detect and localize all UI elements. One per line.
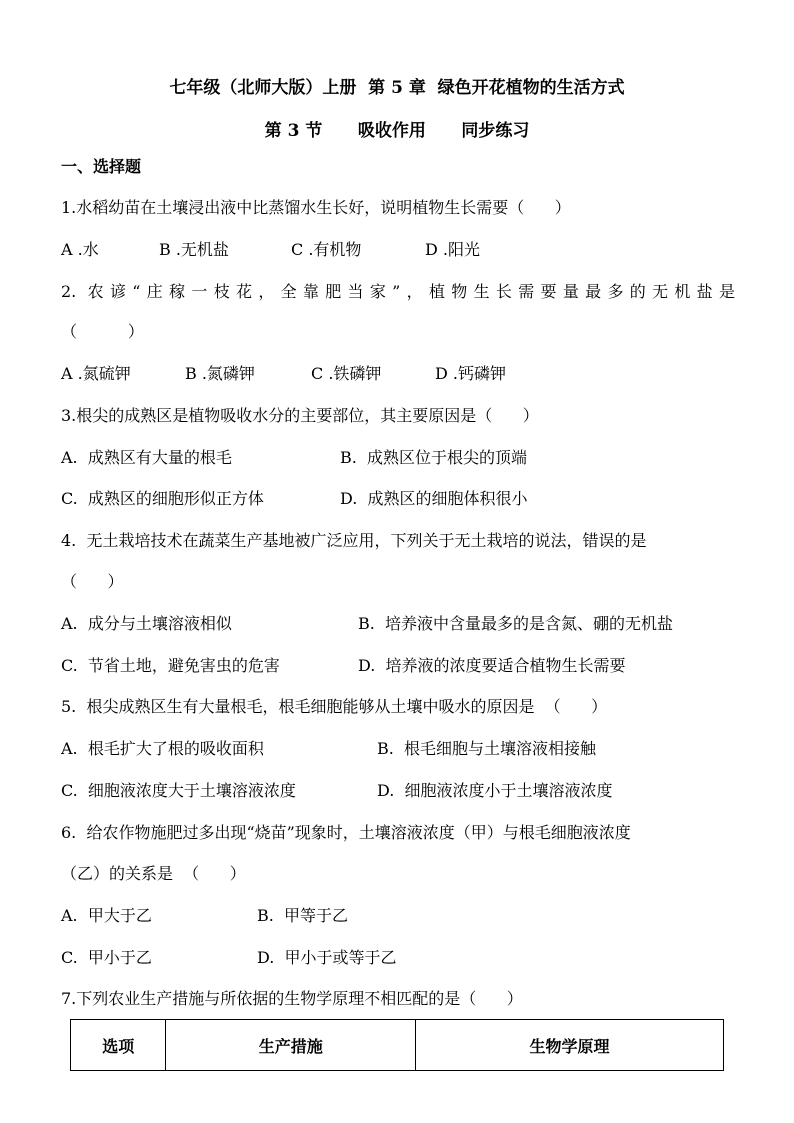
question-5-options-row-1 (61, 739, 741, 759)
question-6-options-row-2 (61, 948, 741, 968)
section-heading: 一、选择题 (61, 157, 142, 176)
question-4-option-c[interactable]: C. 节省土地，避免害虫的危害 (61, 656, 280, 675)
question-6-stem: 6. 给农作物施肥过多出现“烧苗”现象时，土壤溶液浓度（甲）与根毛细胞液浓度 (61, 823, 631, 842)
question-5-options-row-2 (61, 781, 741, 801)
question-2-options (61, 364, 741, 384)
question-6-options-row-1 (61, 906, 741, 926)
question-2-option-d[interactable]: D .钙磷钾 (435, 364, 507, 383)
question-4-option-b[interactable]: B. 培养液中含量最多的是含氮、硼的无机盐 (358, 614, 674, 633)
question-5-option-d[interactable]: D. 细胞液浓度小于土壤溶液浓度 (377, 781, 613, 800)
question-2-option-c[interactable]: C .铁磷钾 (311, 364, 382, 383)
question-1-option-a[interactable]: A .水 (61, 240, 99, 259)
question-5-stem: 5. 根尖成熟区生有大量根毛，根毛细胞能够从土壤中吸水的原因是 （ ） (61, 697, 608, 716)
question-6-option-b[interactable]: B. 甲等于乙 (257, 906, 349, 925)
question-3-options-row-2 (61, 489, 741, 509)
question-2-stem-line-2: （ ） (61, 322, 144, 341)
question-3-option-a[interactable]: A. 成熟区有大量的根毛 (61, 448, 232, 467)
table-header-principle: 生物学原理 (415, 1020, 723, 1071)
question-6-option-c[interactable]: C. 甲小于乙 (61, 948, 152, 967)
question-1-option-b[interactable]: B .无机盐 (159, 240, 229, 259)
question-1-options (61, 240, 741, 260)
question-1-option-c[interactable]: C .有机物 (291, 240, 362, 259)
question-3-options-row-1 (61, 448, 741, 468)
question-3-stem: 3.根尖的成熟区是植物吸收水分的主要部位，其主要原因是（ ） (61, 406, 539, 425)
question-3-option-d[interactable]: D. 成熟区的细胞体积很小 (340, 489, 528, 508)
table-header-option: 选项 (71, 1020, 166, 1071)
table-header-row (71, 1020, 724, 1071)
page-title: 七年级（北师大版）上册 第 5 章 绿色开花植物的生活方式 (169, 78, 625, 98)
page-subtitle: 第 3 节 吸收作用 同步练习 (264, 121, 530, 141)
question-2-option-b[interactable]: B .氮磷钾 (185, 364, 255, 383)
question-6-option-a[interactable]: A. 甲大于乙 (61, 906, 152, 925)
question-2-option-a[interactable]: A .氮硫钾 (61, 364, 131, 383)
question-1-option-d[interactable]: D .阳光 (425, 240, 481, 259)
question-4-options-row-1 (61, 614, 741, 634)
question-3-option-c[interactable]: C. 成熟区的细胞形似正方体 (61, 489, 264, 508)
question-1-stem: 1.水稻幼苗在土壤浸出液中比蒸馏水生长好，说明植物生长需要（ ） (61, 198, 571, 217)
question-4-stem: 4. 无土栽培技术在蔬菜生产基地被广泛应用，下列关于无土栽培的说法，错误的是 (61, 531, 647, 550)
question-3-option-b[interactable]: B. 成熟区位于根尖的顶端 (340, 448, 528, 467)
question-6-stem-line-2: （乙）的关系是 （ ） (61, 864, 246, 883)
question-4-stem-line-2: （ ） (61, 572, 124, 591)
question-7-table (70, 1019, 724, 1071)
question-5-option-b[interactable]: B. 根毛细胞与土壤溶液相接触 (377, 739, 597, 758)
question-7-stem: 7.下列农业生产措施与所依据的生物学原理不相匹配的是（ ） (61, 989, 523, 1008)
question-5-option-c[interactable]: C. 细胞液浓度大于土壤溶液浓度 (61, 781, 296, 800)
table-header-measure: 生产措施 (166, 1020, 415, 1071)
question-6-option-d[interactable]: D. 甲小于或等于乙 (257, 948, 397, 967)
question-2-stem: 2. 农谚“庄稼一枝花，全靠肥当家”，植物生长需要量最多的无机盐是 (61, 282, 735, 301)
question-4-options-row-2 (61, 656, 741, 676)
question-4-option-a[interactable]: A. 成分与土壤溶液相似 (61, 614, 232, 633)
question-5-option-a[interactable]: A. 根毛扩大了根的吸收面积 (61, 739, 264, 758)
question-4-option-d[interactable]: D. 培养液的浓度要适合植物生长需要 (358, 656, 626, 675)
